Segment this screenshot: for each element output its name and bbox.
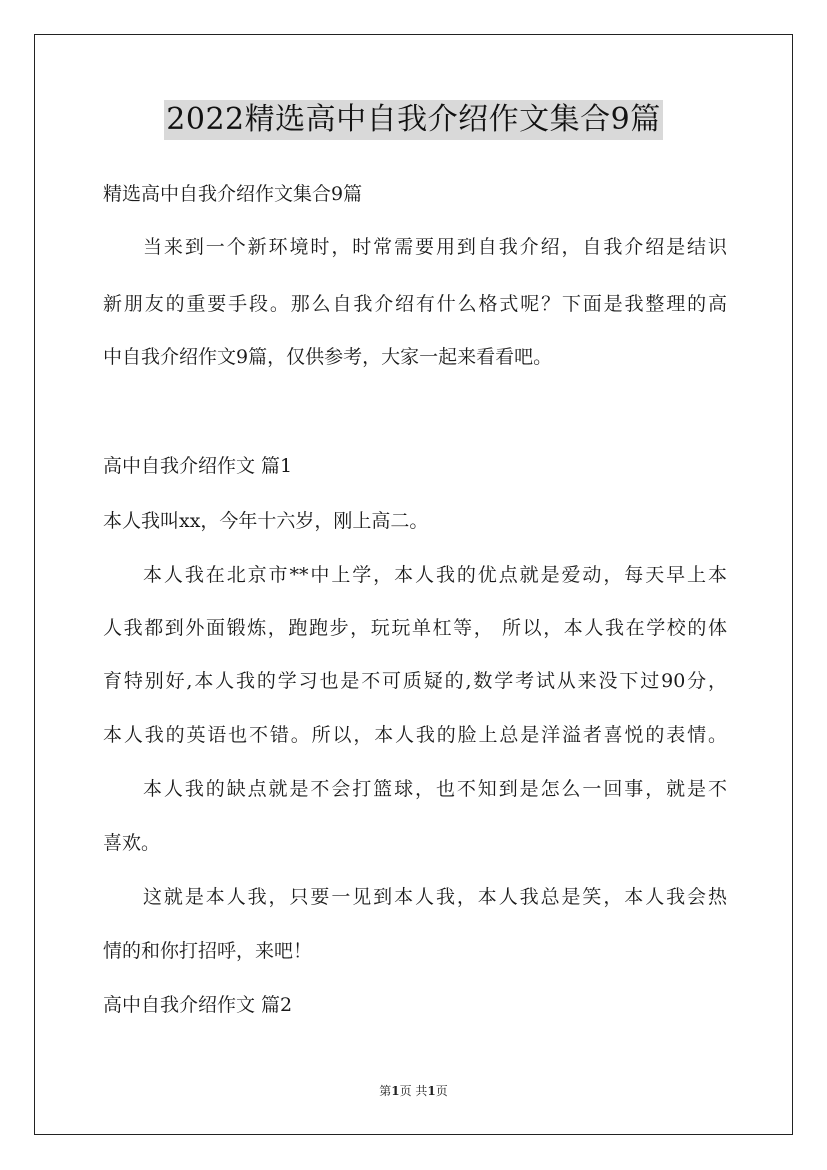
section-1-para2-line-3: 育特别好,本人我的学习也是不可质疑的,数学考试从来没下过90分，	[103, 670, 727, 692]
section-1-para2-line-4: 本人我的英语也不错。所以，本人我的脸上总是洋溢者喜悦的表情。	[103, 724, 727, 746]
section-1-para4-line-1: 这就是本人我，只要一见到本人我，本人我总是笑，本人我会热	[143, 886, 727, 908]
document-title: 2022精选高中自我介绍作文集合9篇	[164, 100, 662, 140]
section-1-para2-line-1: 本人我在北京市**中上学，本人我的优点就是爱动，每天早上本	[143, 564, 727, 586]
footer-page-number: 1	[391, 1084, 400, 1098]
footer-total-pages: 1	[427, 1084, 436, 1098]
intro-line-1: 当来到一个新环境时，时常需要用到自我介绍，自我介绍是结识	[143, 236, 727, 258]
section-1-para2-line-2: 人我都到外面锻炼，跑跑步，玩玩单杠等， 所以，本人我在学校的体	[103, 617, 727, 639]
footer-suffix: 页	[435, 1084, 448, 1098]
page-footer	[0, 1083, 827, 1099]
footer-mid: 页 共	[399, 1084, 428, 1098]
section-1-para3-line-2: 喜欢。	[103, 832, 161, 854]
section-1-para3-line-1: 本人我的缺点就是不会打篮球，也不知到是怎么一回事，就是不	[143, 778, 727, 800]
section-1-para4-line-2: 情的和你打招呼，来吧！	[103, 940, 313, 962]
title-container	[0, 100, 827, 140]
footer-prefix: 第	[379, 1084, 392, 1098]
intro-line-3: 中自我介绍作文9篇，仅供参考，大家一起来看看吧。	[103, 346, 553, 368]
intro-line-2: 新朋友的重要手段。那么自我介绍有什么格式呢？下面是我整理的高	[103, 293, 727, 315]
document-subtitle: 精选高中自我介绍作文集合9篇	[103, 183, 363, 205]
section-2-heading: 高中自我介绍作文 篇2	[103, 994, 293, 1016]
section-1-line-1: 本人我叫xx，今年十六岁，刚上高二。	[103, 510, 429, 532]
section-1-heading: 高中自我介绍作文 篇1	[103, 455, 293, 477]
